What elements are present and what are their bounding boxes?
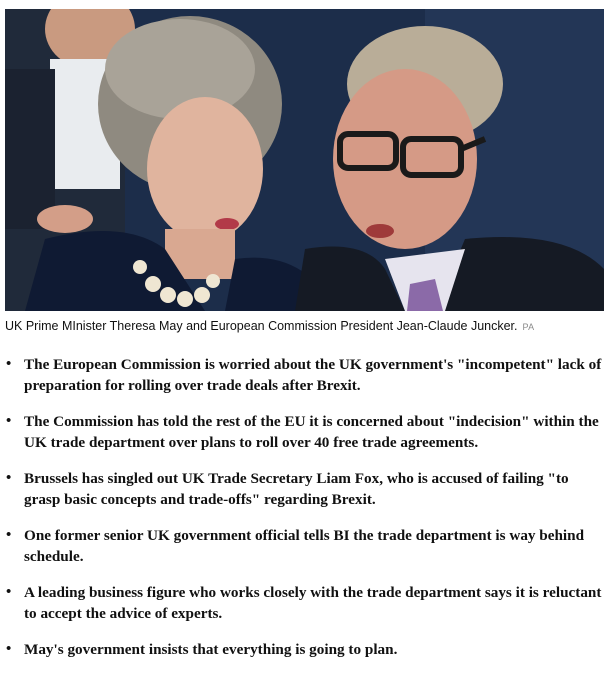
bullet-text: Brussels has singled out UK Trade Secretary Liam Fox, who is accused of failing "to grasp basic concepts and trade-offs" regarding Brexit. bbox=[24, 470, 569, 508]
bullet-dot-icon: • bbox=[6, 584, 12, 600]
photo-illustration bbox=[5, 9, 604, 311]
bullet-text: One former senior UK government official tells BI the trade department is way behind schedule. bbox=[24, 527, 585, 565]
summary-bullet-list bbox=[0, 354, 614, 675]
bullet-text: The European Commission is worried about the UK government's "incompetent" lack of preparation for rolling over trade deals after Brexit. bbox=[24, 356, 602, 394]
bullet-item bbox=[0, 354, 614, 396]
bullet-item bbox=[0, 639, 614, 660]
bullet-dot-icon: • bbox=[6, 641, 12, 657]
bullet-text: May's government insists that everything is going to plan. bbox=[24, 641, 398, 658]
news-photo bbox=[5, 9, 604, 311]
bullet-dot-icon: • bbox=[6, 527, 12, 543]
bullet-dot-icon: • bbox=[6, 470, 12, 486]
photo-credit: PA bbox=[522, 322, 535, 332]
bullet-text: The Commission has told the rest of the EU it is concerned about "indecision" within the UK trade department over plans to roll over 40 free trade agreements. bbox=[24, 413, 599, 451]
bullet-text: A leading business figure who works closely with the trade department says it is reluctant to accept the advice of experts. bbox=[24, 584, 602, 622]
bullet-dot-icon: • bbox=[6, 356, 12, 372]
bullet-item bbox=[0, 525, 614, 567]
caption-text: UK Prime MInister Theresa May and European Commission President Jean-Claude Juncker. bbox=[5, 319, 518, 333]
bullet-item bbox=[0, 411, 614, 453]
photo-caption bbox=[5, 318, 605, 335]
bullet-dot-icon: • bbox=[6, 413, 12, 429]
bullet-item bbox=[0, 582, 614, 624]
bullet-item bbox=[0, 468, 614, 510]
